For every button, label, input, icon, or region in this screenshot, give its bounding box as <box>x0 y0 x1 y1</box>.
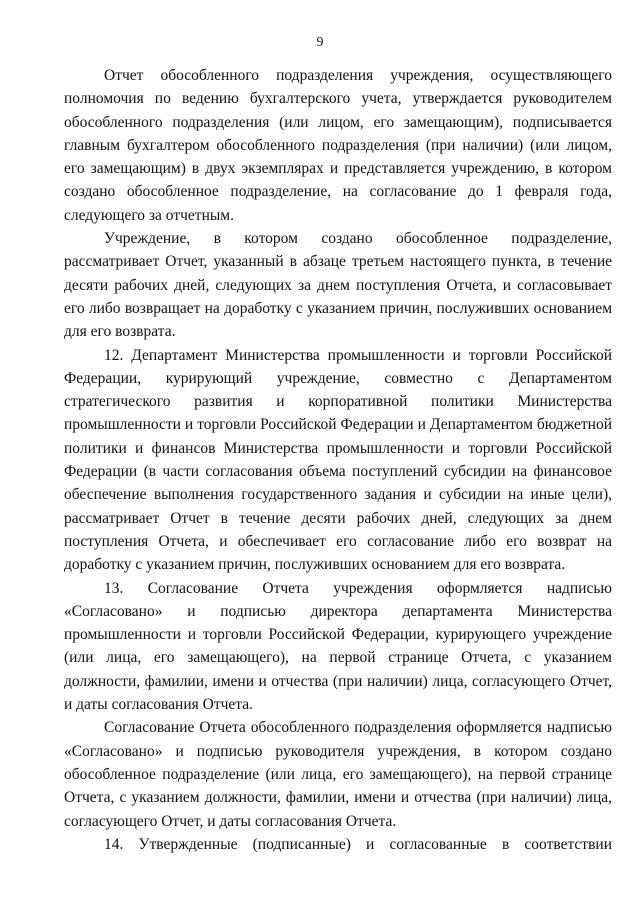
paragraph: Отчет обособленного подразделения учреждения, осуществляющего полномочия по ведению бухгалтерского учета, утверждается руководителем обособленного подразделения (или лицом, его замещающим), подписывается главным бухгалтером обособленного подразделения (при наличии) (или лицом, его замещающим) в двух экземплярах и представляется учреждению, в котором создано обособленное подразделение, на согласование до 1 февраля года, следующего за отчетным. <box>64 67 612 224</box>
paragraph-item-13: 13. Согласование Отчета учреждения оформляется надписью «Согласовано» и подписью директора департамента Министерства промышленности и торговли Российской Федерации, курирующего учреждение (или лица, его замещающего), на первой странице Отчета, с указанием должности, фамилии, имени и отчества (при наличии) лица, согласующего Отчет, и даты согласования Отчета. <box>64 579 612 714</box>
paragraph: Учреждение, в котором создано обособленное подразделение, рассматривает Отчет, указанный в абзаце третьем настоящего пункта, в течение десяти рабочих дней, следующих за днем поступления Отчета, и согласовывает его либо возвращает на доработку с указанием причин, послуживших основанием для его возврата. <box>64 230 612 341</box>
page-number: 9 <box>316 35 324 50</box>
paragraph: Согласование Отчета обособленного подразделения оформляется надписью «Согласовано» и подписью руководителя учреждения, в котором создано обособленное подразделение (или лица, его замещающего), на первой странице Отчета, с указанием должности, фамилии, имени и отчества (при наличии) лица, согласующего Отчет, и даты согласования Отчета. <box>64 719 612 830</box>
paragraph-item-14: 14. Утвержденные (подписанные) и согласованные в соответствии <box>104 835 612 853</box>
paragraph-item-12: 12. Департамент Министерства промышленности и торговли Российской Федерации, курирующий учреждение, совместно с Департаментом стратегического развития и корпоративной политики Министерства промышленности и торговли Российской Федерации и Департаментом бюджетной политики и финансов Министерства промышленности и торговли Российской Федерации (в части согласования объема поступлений субсидии на финансовое обеспечение выполнения государственного задания и субсидии на иные цели), рассматривает Отчет в течение десяти рабочих дней, следующих за днем поступления Отчета, и обеспечивает его согласование либо его возврат на доработку с указанием причин, послуживших основанием для его возврата. <box>64 346 612 574</box>
document-body <box>64 64 612 856</box>
